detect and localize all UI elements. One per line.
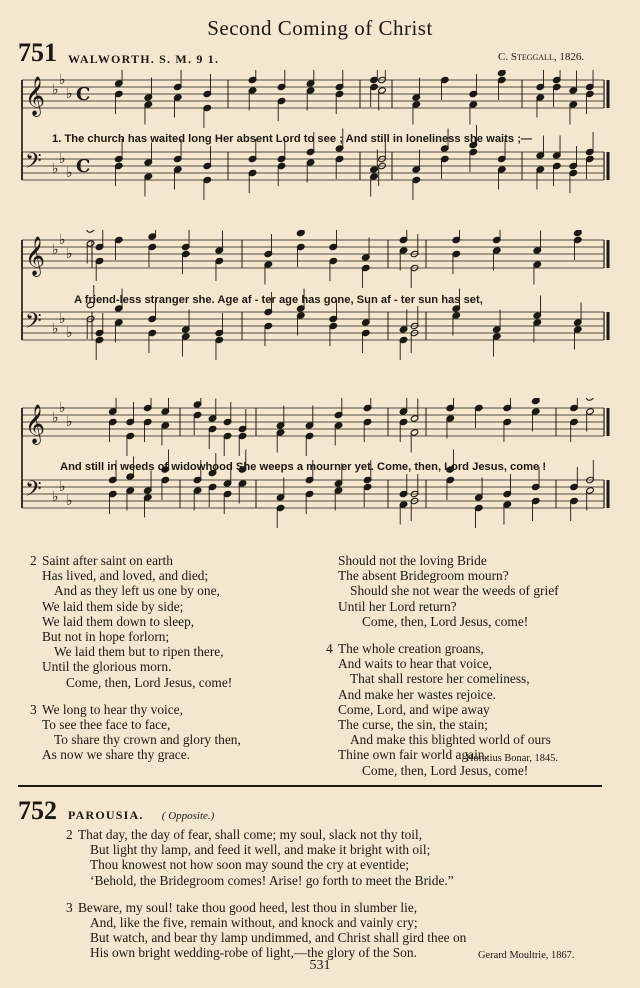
verse-line [30,553,241,568]
verse-block [30,702,241,763]
verse-line [30,568,241,583]
verse-text: That shall restore her comeliness, [350,671,530,687]
page-title: Second Coming of Christ [207,16,433,40]
verse-line [30,702,241,717]
verse-line [326,568,559,583]
verse-text: That day, the day of fear, shall come; my soul, slack not thy toil, [78,827,423,842]
verse-text: The curse, the sin, the stain; [338,717,488,733]
flat-icon: ♭ [66,86,73,102]
verse-text: Has lived, and loved, and died; [42,568,209,584]
tune-note: ( Opposite.) [161,810,215,822]
tune-name-parousia [68,808,214,823]
verse-line [30,583,241,598]
verse-line [326,763,559,778]
verse-line [30,644,241,659]
music-system-3 [0,398,640,548]
verse-line [30,675,241,690]
verse-number: 2 [66,827,73,842]
verse-line [66,900,466,915]
verse-text: And make this blighted world of ours [350,732,551,748]
verse-text: The absent Bridegroom mourn? [338,568,509,584]
common-time-icon: C [76,84,91,105]
composer: C. Steggall, 1826. [498,51,585,63]
verse-text: And, like the five, remain without, and knock and vainly cry; [90,915,418,931]
verse-line [326,583,559,598]
verse-text: Come, then, Lord Jesus, come! [362,762,529,778]
attribution-752: Gerard Moultrie, 1867. [478,950,575,961]
tune-name-walworth: WALWORTH. S. M. 9 1. [68,52,220,66]
verse-text: We laid them down to sleep, [42,613,195,629]
verse-line [326,656,559,671]
page-number: 531 [309,958,331,973]
flat-icon: ♭ [59,72,66,88]
verse-line [30,659,241,674]
verse-number: 4 [326,641,333,657]
verse-text: ‘Behold, the Bridegroom comes! Arise! go forth to meet the Bride.” [90,872,454,888]
verse-line [326,614,559,629]
bass-clef-icon: 𝄢 [25,309,42,339]
verse-line [66,842,466,857]
verse-block [66,900,466,961]
verses-right-column [326,553,559,778]
verse-line [326,641,559,656]
lyric-line-3: And still in weeds of widowhood She weeps a mourner yet. Come, then, Lord Jesus, come ! [60,461,547,473]
verse-text: We long to hear thy voice, [42,701,183,717]
section-divider [18,785,602,787]
note-head [86,230,95,233]
verse-text: Thine own fair world again. [338,747,488,763]
flat-icon: ♭ [52,410,59,426]
flat-icon: ♭ [59,400,66,416]
verse-text: Saint after saint on earth [42,553,173,568]
verse-text: Should she not wear the weeds of grief [350,583,559,599]
flat-icon: ♭ [59,232,66,248]
flat-icon: ♭ [52,242,59,258]
verse-line [30,732,241,747]
flat-icon: ♭ [66,246,73,262]
verse-line [30,599,241,614]
flat-icon: ♭ [52,161,59,177]
verse-line [66,915,466,930]
verse-line [30,717,241,732]
verses-752 [66,827,466,961]
verse-text: And as they left us one by one, [54,583,220,599]
treble-clef-icon: 𝄞 [25,404,46,444]
flat-icon: ♭ [66,165,73,181]
verse-text: To share thy crown and glory then, [54,732,241,748]
note-head [586,398,595,401]
verse-block [66,827,466,888]
treble-clef-icon: 𝄞 [25,76,46,116]
verse-number: 3 [66,899,73,915]
flat-icon: ♭ [52,321,59,337]
verses-left-column [30,553,241,763]
verse-line [326,732,559,747]
flat-icon: ♭ [52,82,59,98]
flat-icon: ♭ [59,479,66,495]
verse-line [326,599,559,614]
verse-line [66,857,466,872]
verse-text: We laid them but to ripen there, [54,644,224,660]
verse-text: And waits to hear that voice, [338,656,492,672]
verse-text: Come, Lord, and wipe away [338,701,490,717]
verse-line [326,671,559,686]
flat-icon: ♭ [66,493,73,509]
treble-clef-icon: 𝄞 [25,236,46,276]
verse-text: Thou knowest not how soon may sound the cry at eventide; [90,857,410,873]
lyric-line-2: A friend-less stranger she. Age af - ter age has gone, Sun af - ter sun has set, [74,294,483,306]
verse-number: 3 [30,701,37,717]
bass-clef-icon: 𝄢 [25,149,42,179]
verse-text: We laid them side by side; [42,598,184,614]
verse-text: Until the glorious morn. [42,659,172,675]
flat-icon: ♭ [59,311,66,327]
flat-icon: ♭ [66,414,73,430]
verse-text: To see thee face to face, [42,717,171,733]
verse-text: The whole creation groans, [338,641,484,657]
verse-text: But light thy lamp, and feed it well, and make it bright with oil; [90,842,431,858]
verse-text: Come, then, Lord Jesus, come! [362,613,529,629]
hymn-number-751: 751 [18,38,57,67]
flat-icon: ♭ [59,151,66,167]
verse-text: Beware, my soul! take thou good heed, lest thou in slumber lie, [78,899,418,915]
verse-line [326,553,559,568]
verse-line [326,717,559,732]
verse-line [30,614,241,629]
verse-line [30,629,241,644]
lyric-line-1: 1. The church has waited long Her absent Lord to see ; And still in loneliness she waits ;— [52,133,533,145]
verse-line [326,687,559,702]
verse-line [326,702,559,717]
verse-line [66,930,466,945]
bass-clef-icon: 𝄢 [25,477,42,507]
hymn-number-752: 752 [18,796,57,825]
verse-text: His own bright wedding-robe of light,—the glory of the Son. [90,945,417,961]
common-time-icon: C [76,156,91,177]
verse-text: And make her wastes rejoice. [338,686,497,702]
verse-number: 2 [30,553,37,568]
verse-text: Come, then, Lord Jesus, come! [66,674,233,690]
verse-line [66,827,466,842]
verse-block [326,553,559,629]
verse-block [30,553,241,690]
verse-line [66,873,466,888]
verse-text: Until her Lord return? [338,598,457,614]
tune-name-text: PAROUSIA. [68,808,144,822]
flat-icon: ♭ [52,489,59,505]
attribution-751: Horatius Bonar, 1845. [466,753,558,764]
verse-text: As now we share thy grace. [42,747,190,763]
flat-icon: ♭ [66,325,73,341]
music-system-1 [0,70,640,220]
verse-text: But watch, and bear thy lamp undimmed, and Christ shall gird thee on [90,930,467,946]
verse-text: But not in hope forlorn; [42,629,170,645]
verse-text: Should not the loving Bride [338,553,487,568]
verse-line [30,747,241,762]
